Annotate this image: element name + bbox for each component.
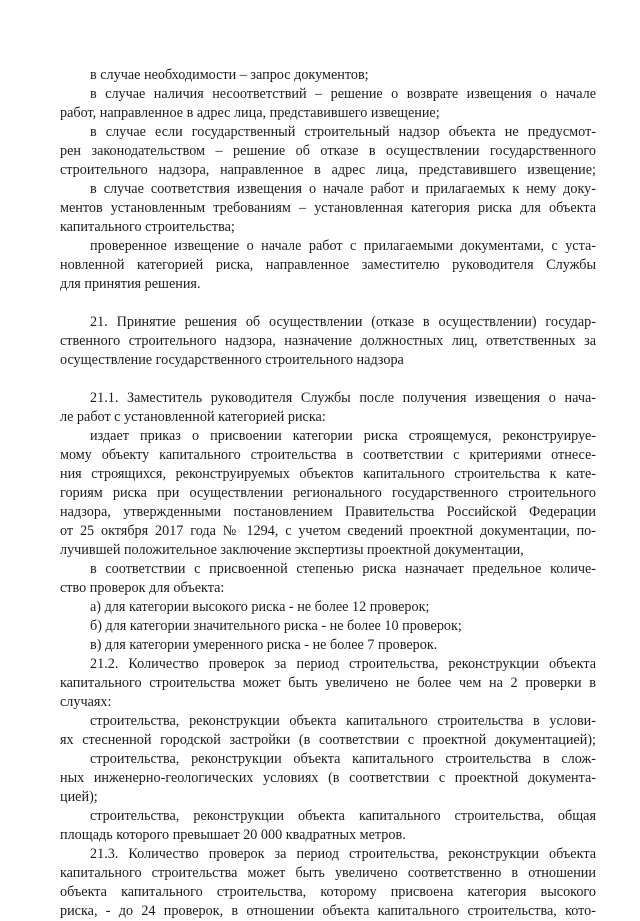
text-line: ния строящихся, реконструируемых объектов капитального строительства к кате-: [60, 466, 596, 482]
text-line: в случае наличия несоответствий – решение о возврате извещения о начале: [90, 86, 596, 102]
text-line: лучившей положительное заключение экспертизы проектной документации,: [60, 542, 524, 558]
list-item: б) для категории значительного риска - не более 10 проверок;: [90, 618, 462, 634]
text-line: строительства, реконструкции объекта капитального строительства в услови-: [90, 713, 596, 729]
list-item: а) для категории высокого риска - не более 12 проверок;: [90, 599, 430, 615]
text-line: капитального строительства;: [60, 219, 235, 235]
text-line: надзора, утвержденными постановлением Правительства Российской Федерации: [60, 504, 596, 520]
section-heading-line: ственного строительного надзора, назначение должностных лиц, ответственных за: [60, 333, 596, 349]
text-line: строительного надзора, направленное в адрес лица, представившего извещение;: [60, 162, 596, 178]
text-line: капитального строительства может быть увеличено не более чем на 2 проверки в: [60, 675, 596, 691]
text-line: мому объекту капитального строительства в соответствии с критериями отнесе-: [60, 447, 596, 463]
text-line: рен законодательством – решение об отказе в осуществлении государственного: [60, 143, 596, 159]
section-heading-line: 21. Принятие решения об осуществлении (отказе в осуществлении) государ-: [90, 314, 596, 330]
text-line: случаях:: [60, 694, 112, 710]
text-line: для принятия решения.: [60, 276, 201, 292]
list-item: в) для категории умеренного риска - не более 7 проверок.: [90, 637, 438, 653]
text-line: ство проверок для объекта:: [60, 580, 225, 596]
text-line: ных инженерно-геологических условиях (в соответствии с проектной документа-: [60, 770, 596, 786]
text-line: 21.1. Заместитель руководителя Службы после получения извещения о нача-: [90, 390, 596, 406]
section-heading-line: осуществление государственного строительного надзора: [60, 352, 404, 368]
text-line: капитального строительства может быть увеличено соответственно в отношении: [60, 865, 596, 881]
text-line: площадь которого превышает 20 000 квадратных метров.: [60, 827, 406, 843]
text-line: гориям риска при осуществлении регионального государственного строительного: [60, 485, 596, 501]
text-line: в случае соответствия извещения о начале работ и прилагаемых к нему доку-: [90, 181, 596, 197]
text-line: проверенное извещение о начале работ с прилагаемыми документами, с уста-: [90, 238, 596, 254]
text-line: ментов установленным требованиям – установленная категория риска для объекта: [60, 200, 596, 216]
text-line: в соответствии с присвоенной степенью риска назначает предельное количе-: [90, 561, 596, 577]
text-line: в случае если государственный строительный надзор объекта не предусмот-: [90, 124, 596, 140]
text-line: работ, направленное в адрес лица, представившего извещение;: [60, 105, 440, 121]
text-line: строительства, реконструкции объекта капитального строительства, общая: [90, 808, 596, 824]
text-line: объекта капитального строительства, которому присвоена категория высокого: [60, 884, 596, 900]
text-line: цией);: [60, 789, 98, 805]
text-line: 21.3. Количество проверок за период строительства, реконструкции объекта: [90, 846, 596, 862]
text-line: от 25 октября 2017 года № 1294, с учетом сведений проектной документации, по-: [60, 523, 596, 539]
text-line: 21.2. Количество проверок за период строительства, реконструкции объекта: [90, 656, 596, 672]
text-line: ле работ с установленной категорией риска:: [60, 409, 326, 425]
text-line: ях стесненной городской застройки (в соответствии с проектной документацией);: [60, 732, 596, 748]
text-line: риска, - до 24 проверок, в отношении объекта капитального строительства, кото-: [60, 903, 596, 919]
text-line: новленной категорией риска, направленное заместителю руководителя Службы: [60, 257, 596, 273]
text-line: в случае необходимости – запрос документов;: [90, 67, 369, 83]
text-line: издает приказ о присвоении категории риска строящемуся, реконструируе-: [90, 428, 596, 444]
text-line: строительства, реконструкции объекта капитального строительства в слож-: [90, 751, 596, 767]
